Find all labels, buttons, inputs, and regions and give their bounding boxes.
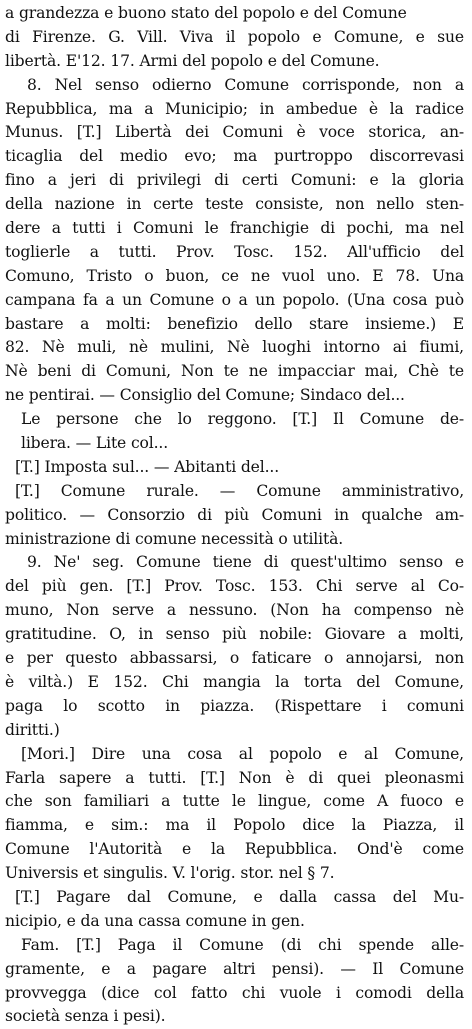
- text-line: campana fa a un Comune o a un popolo. (Una cosa può: [5, 290, 464, 309]
- text-line: è viltà.) E 152. Chi mangia la torta del Comune,: [5, 672, 464, 691]
- text-line: Universis et singulis. V. l'orig. stor. nel § 7.: [5, 864, 335, 883]
- text-line: Comune l'Autorità e la Repubblica. Ond'è come: [5, 840, 464, 859]
- text-line: fiamma, e sim.: ma il Popolo dice la Piazza, il: [5, 816, 464, 835]
- text-line: gramente, e a pagare altri pensi). — Il Comune: [5, 959, 464, 978]
- text-line: libertà. E'12. 17. Armi del popolo e del Comune.: [5, 51, 380, 70]
- text-line: Repubblica, ma a Municipio; in ambedue è la radice: [5, 99, 464, 118]
- text-line: Fam. [T.] Paga il Comune (di chi spende alle-: [21, 935, 464, 954]
- text-line: Nè beni di Comuni, Non te ne impacciar mai, Chè te: [5, 362, 464, 381]
- text-line: e per questo abbassarsi, o faticare o annojarsi, non: [5, 649, 464, 668]
- text-line: ne pentirai. — Consiglio del Comune; Sindaco del...: [5, 386, 405, 405]
- text-line: toglierle a tutti. Prov. Tosc. 152. All'ufficio del: [5, 242, 464, 261]
- text-line: ministrazione di comune necessità o utilità.: [5, 529, 344, 548]
- text-line: gratitudine. O, in senso più nobile: Giovare a molti,: [5, 625, 464, 644]
- text-line: politico. — Consorzio di più Comuni in qualche am-: [5, 505, 464, 524]
- text-line: provvegga (dice col fatto chi vuole i comodi della: [5, 983, 464, 1002]
- text-line: del più gen. [T.] Prov. Tosc. 153. Chi serve al Co-: [5, 577, 464, 596]
- text-line: della nazione in certe teste consiste, non nello sten-: [5, 195, 464, 214]
- text-line: [T.] Imposta sul... — Abitanti del...: [15, 457, 280, 476]
- text-line: libera. — Lite col...: [21, 434, 169, 453]
- text-line: Comuno, Tristo o buon, ce ne vuol uno. E 78. Una: [5, 266, 464, 285]
- text-line: diritti.): [5, 720, 60, 739]
- text-line: che son familiari a tutte le lingue, come A fuoco e: [5, 792, 464, 811]
- text-line: Munus. [T.] Libertà dei Comuni è voce storica, an-: [5, 123, 464, 142]
- text-line: Farla sapere a tutti. [T.] Non è di quei pleonasmi: [5, 768, 464, 787]
- text-line: [T.] Pagare dal Comune, e dalla cassa del Mu-: [15, 887, 464, 906]
- text-line: 9. Ne' seg. Comune tiene di quest'ultimo senso e: [27, 553, 464, 572]
- text-line: nicipio, e da una cassa comune in gen.: [5, 911, 305, 930]
- text-line: paga lo scotto in piazza. (Rispettare i comuni: [5, 696, 464, 715]
- text-line: ticaglia del medio evo; ma purtroppo discorrevasi: [5, 147, 464, 166]
- text-line: società senza i pesi).: [5, 1007, 166, 1026]
- text-line: a grandezza e buono stato del popolo e del Comune: [5, 4, 407, 22]
- text-line: di Firenze. G. Vill. Viva il popolo e Comune, e sue: [5, 27, 464, 46]
- text-line: bastare a molti: benefizio dello stare insieme.) E: [5, 314, 464, 333]
- text-line: [Mori.] Dire una cosa al popolo e al Comune,: [21, 744, 464, 763]
- text-line: muno, Non serve a nessuno. (Non ha compenso nè: [5, 601, 464, 620]
- text-line: fino a jeri di privilegi di certi Comuni: e la gloria: [5, 171, 464, 190]
- text-line: Le persone che lo reggono. [T.] Il Comune de-: [21, 410, 464, 429]
- text-line: dere a tutti i Comuni le franchigie di pochi, ma nel: [5, 219, 464, 238]
- text-line: [T.] Comune rurale. — Comune amministrativo,: [15, 481, 464, 500]
- text-line: 8. Nel senso odierno Comune corrisponde, non a: [27, 75, 464, 94]
- text-line: 82. Nè muli, nè mulini, Nè luoghi intorno ai fiumi,: [5, 338, 464, 357]
